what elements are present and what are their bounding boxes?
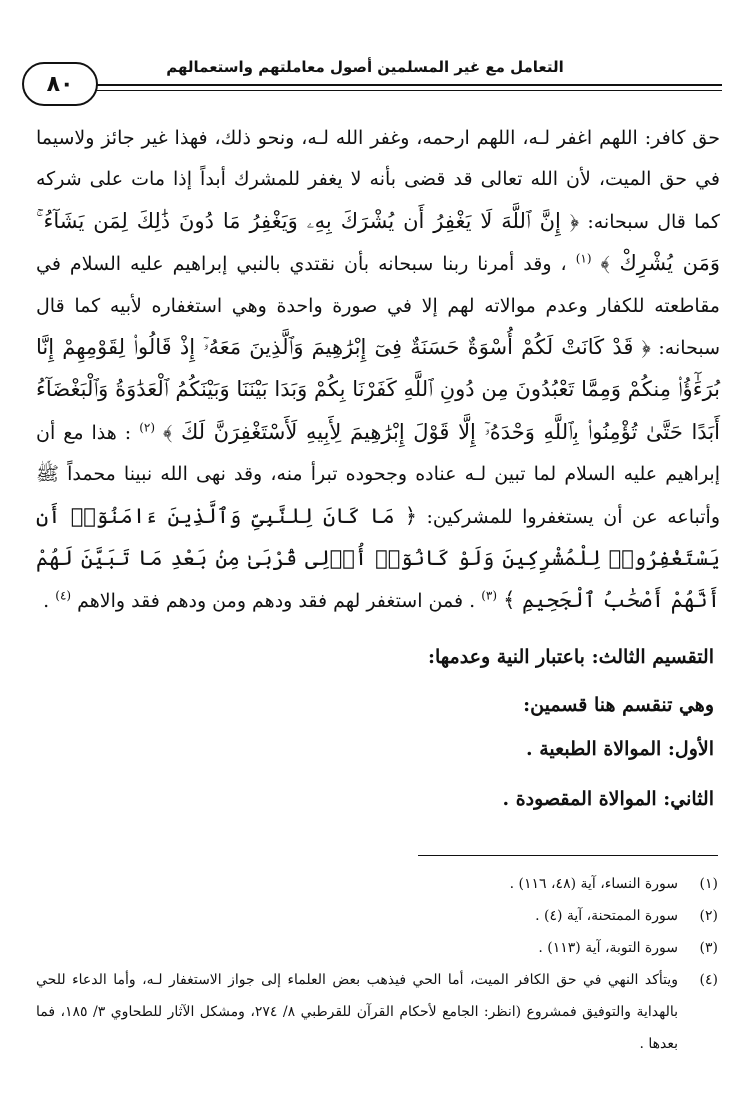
footnote-ref: (١) (575, 251, 592, 266)
footnote-text: سورة التوبة، آية (١١٣) . (538, 940, 678, 956)
quran-verse: ﴿ قَدْ كَانَتْ لَكُمْ أُسْوَةٌ حَسَنَةٌ فِىٓ إِبْرَٰهِيمَ وَٱلَّذِينَ مَعَهُۥٓ إِذْ قَالُوا۟ لِقَوْمِهِمْ إِنَّا بُرَءَٰٓؤُا۟ مِنكُمْ وَمِمَّا تَعْبُدُونَ مِن دُونِ ٱللَّهِ كَفَرْنَا بِكُمْ وَبَدَا بَيْنَنَا وَبَيْنَكُمُ ٱلْعَدَٰوَةُ وَٱلْبَغْضَآءُ أَبَدًا حَتَّىٰ تُؤْمِنُوا۟ بِٱللَّهِ وَحْدَهُۥٓ إِلَّا قَوْلَ إِبْرَٰهِيمَ لِأَبِيهِ لَأَسْتَغْفِرَنَّ لَكَ ﴾ (36, 335, 720, 444)
footnote-item (36, 868, 718, 900)
text-segment: حق كافر: اللهم اغفر لـه، اللهم ارحمه، وغفر الله لـه، ونحو ذلك، فهذا غير جائز ولاسيما في حق الميت، لأن الله تعالى قد قضى بأنه لا يغفر للمشرك أبداً إذا مات على شركه كما قال سبحانه: (36, 127, 720, 233)
footnote-item (36, 900, 718, 932)
section-heading: التقسيم الثالث: باعتبار النية وعدمها: (427, 646, 714, 668)
running-title: التعامل مع غير المسلمين أصول معاملتهم واستعمالهم (166, 58, 564, 76)
footnote-text: ويتأكد النهي في حق الكافر الميت، أما الحي فيذهب بعض العلماء إلى جواز الاستغفار لـه، وأما الدعاء للحي بالهداية والتوفيق فمشروع (انظر: الجامع لأحكام القرآن للقرطبي ٨/ ٢٧٤، ومشكل الآثار للطحاوي ٣/ ١٨٥، فما بعدها . (36, 972, 679, 1052)
footnote-ref: (٤) (55, 589, 72, 604)
text-segment: . فمن استغفر لهم فقد ودهم ومن ودهم فقد والاهم (77, 590, 476, 613)
footnote-text: سورة الممتحنة، آية (٤) . (535, 908, 678, 924)
page-number: ٨٠ (22, 62, 98, 106)
footnote-item (36, 964, 718, 1060)
footnote-number: (٣) (699, 940, 718, 956)
footnote-number: (٤) (699, 972, 718, 988)
section-line: الأول: الموالاة الطبعية . (526, 738, 714, 760)
quran-verse: ﴿ مَا كَانَ لِلنَّبِىِّ وَٱلَّذِينَ ءَامَنُوٓا۟ أَن يَسْتَغْفِرُوا۟ لِلْمُشْرِكِينَ وَلَوْ كَانُوٓا۟ أُو۟لِى قُرْبَىٰ مِنۢ بَعْدِ مَا تَبَيَّنَ لَهُمْ أَنَّهُمْ أَصْحَٰبُ ٱلْجَحِيمِ ﴾ (36, 503, 720, 613)
footnotes (36, 868, 718, 1060)
footnote-ref: (٢) (139, 420, 156, 435)
text-segment: ، وقد أمرنا ربنا سبحانه بأن نقتدي بالنبي إبراهيم عليه السلام في مقاطعته للكفار وعدم موالاته لهم إلا في صورة واحدة وهي استغفاره لأبيه كما قال سبحانه: (36, 253, 720, 360)
header-rule-thin (90, 90, 722, 91)
text-segment: . (43, 590, 50, 613)
footnote-divider (418, 855, 718, 856)
footnote-text: سورة النساء، آية (٤٨، ١١٦) . (509, 876, 678, 892)
quran-verse: ﴿ إِنَّ ٱللَّهَ لَا يَغْفِرُ أَن يُشْرَكَ بِهِۦ وَيَغْفِرُ مَا دُونَ ذَٰلِكَ لِمَن يَشَآءُ ۚ وَمَن يُشْرِكْ ﴾ (36, 208, 720, 276)
text-segment: : هذا مع أن إبراهيم عليه السلام لما تبين لـه عناده وجحوده تبرأ منه، وقد نهى الله نبينا محمداً ﷺ وأتباعه عن أن يستغفروا للمشركين: (36, 421, 720, 528)
footnote-number: (١) (699, 876, 718, 892)
header-rule (90, 84, 722, 86)
footnote-number: (٢) (699, 908, 718, 924)
main-paragraph (36, 118, 720, 623)
footnote-item (36, 932, 718, 964)
section-line: وهي تنقسم هنا قسمين: (523, 694, 714, 716)
footnote-ref: (٣) (481, 589, 498, 604)
section-line: الثاني: الموالاة المقصودة . (502, 788, 714, 810)
